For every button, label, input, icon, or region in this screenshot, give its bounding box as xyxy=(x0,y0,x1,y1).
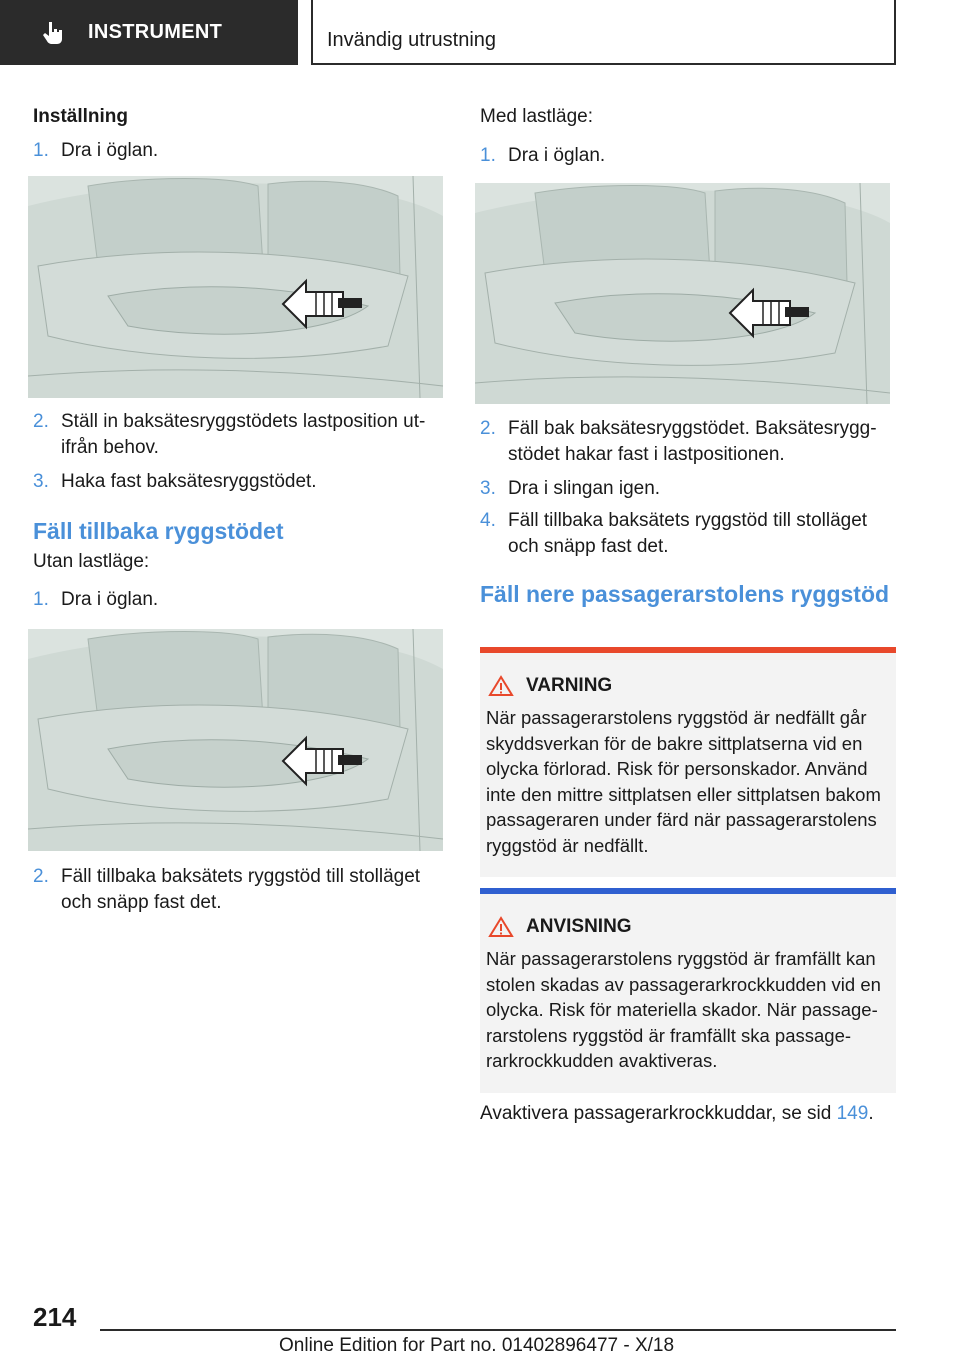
step-text: Fäll tillbaka baksätets ryggstöd till stolläget och snäpp fast det. xyxy=(61,866,421,913)
notice-text: När passagerarstolens ryggstöd är framfällt kan stolen skadas av passagerarkrockkudden vid en olycka. Risk för materiella skador. När passagerarstolens ryggstöd är framfällt ska passagerarkrockkudden avaktiveras. xyxy=(486,948,881,1071)
with-load-label: Med lastläge: xyxy=(480,106,594,127)
installning-block xyxy=(33,104,445,164)
right-steps-block xyxy=(480,416,896,608)
without-load-label: Utan lastläge: xyxy=(33,551,150,572)
step-number: 1. xyxy=(33,140,49,161)
notice-triangle-icon xyxy=(488,916,514,938)
list-item xyxy=(33,864,445,916)
step-number: 1. xyxy=(480,145,496,166)
warning-title: VARNING xyxy=(526,675,613,696)
step-number: 2. xyxy=(480,418,496,439)
step-text: Dra i öglan. xyxy=(61,140,159,161)
page-reference-link[interactable]: 149 xyxy=(836,1103,869,1124)
deactivate-text: Avaktivera passagerarkrockkuddar, se sid xyxy=(480,1103,837,1124)
list-item xyxy=(33,587,445,613)
warning-box xyxy=(480,647,896,877)
section-label: INSTRUMENT xyxy=(88,21,223,43)
installning-heading: Inställning xyxy=(33,106,128,127)
warning-title-row xyxy=(488,675,896,697)
page-number: 214 xyxy=(33,1302,77,1332)
list-item xyxy=(33,409,445,461)
step-number: 2. xyxy=(33,866,49,887)
passenger-seat-heading: Fäll nere passagerarstolens ryggstöd xyxy=(480,581,890,607)
steps-block xyxy=(33,409,445,613)
seat-illustration-2 xyxy=(28,629,443,851)
with-load-block xyxy=(480,104,896,169)
notice-title-row xyxy=(488,916,896,938)
list-item xyxy=(480,143,896,169)
section-tab[interactable] xyxy=(0,0,298,65)
step-text: Fäll tillbaka baksätets ryggstöd till stolläget och snäpp fast det. xyxy=(508,510,868,557)
chapter-header xyxy=(311,0,896,65)
fold-back-heading: Fäll tillbaka ryggstödet xyxy=(33,518,284,544)
step-text: Dra i öglan. xyxy=(61,589,159,610)
step-text: Fäll bak baksätesryggstödet. Baksätesryggstödet hakar fast i lastpositionen. xyxy=(508,418,877,465)
warning-triangle-icon xyxy=(488,675,514,697)
seat-illustration-3 xyxy=(475,183,890,404)
step-number: 3. xyxy=(480,478,496,499)
notice-box xyxy=(480,888,896,1093)
step-text: Dra i slingan igen. xyxy=(508,478,661,499)
edition-text: Online Edition for Part no. 01402896477 - X/18 xyxy=(279,1335,675,1356)
step-number: 2. xyxy=(33,411,49,432)
step-number: 3. xyxy=(33,471,49,492)
step-number: 1. xyxy=(33,589,49,610)
deactivate-end: . xyxy=(868,1103,874,1124)
step-text: Haka fast baksätesryggstödet. xyxy=(61,471,317,492)
footer-divider xyxy=(100,1329,896,1331)
seat-illustration-1 xyxy=(28,176,443,398)
step-text: Ställ in baksätesryggstödets lastposition utifrån behov. xyxy=(61,411,426,458)
warning-text: När passagerarstolens ryggstöd är nedfällt går skyddsverkan för de bakre sittplatserna vid en olycka förlorad. Risk för personskador. Använd inte den mittre sittplatsen eller sittplatsen bakom passageraren under färd när passagerarstolens ryggstöd är nedfällt. xyxy=(486,707,881,856)
step-text: Dra i öglan. xyxy=(508,145,606,166)
step-number: 4. xyxy=(480,510,496,531)
list-item xyxy=(480,416,896,468)
notice-title: ANVISNING xyxy=(526,916,632,937)
notice-bar xyxy=(480,888,896,894)
list-item xyxy=(480,476,896,502)
chapter-title: Invändig utrustning xyxy=(327,29,497,51)
warning-bar xyxy=(480,647,896,653)
final-step-block xyxy=(33,864,445,916)
list-item xyxy=(480,508,896,560)
list-item xyxy=(33,138,445,164)
hand-pointer-icon xyxy=(40,20,66,46)
deactivate-line xyxy=(480,1101,896,1127)
list-item xyxy=(33,469,445,495)
